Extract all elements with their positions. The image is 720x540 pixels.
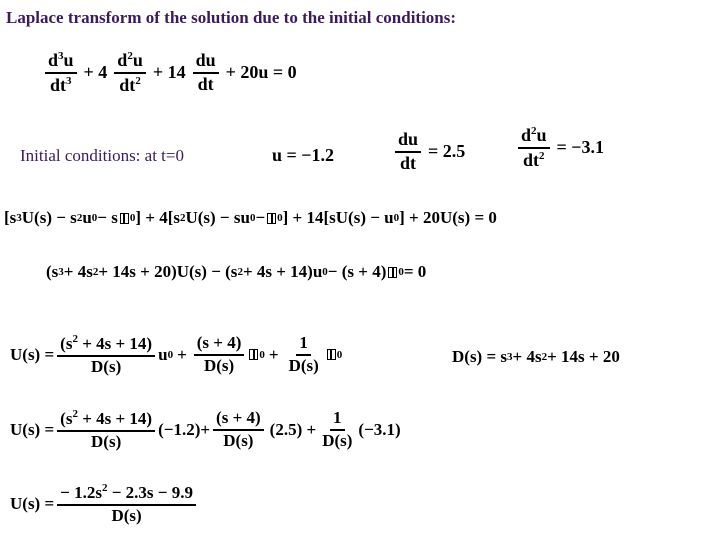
d-definition: D(s) = s 3 + 4s 2 + 14s + 20 <box>452 347 620 366</box>
ode-equation: $\frac{d^3u}{dt^3}$ + 4 $\frac{d^2u}{dt^2}$ + 14 $\frac{du}{dt}$ + 20u = 0 <box>42 50 301 96</box>
collected-equation: (s 3 + 4s 2 + 14s + 20)U(s) − (s 2 + 4s + 14)u 0 − (s + 4) 0 = 0 <box>46 262 427 281</box>
ic-d2u: $\frac{d^2u}{dt^2}$ = −3.1 <box>515 125 608 171</box>
ic-du: $\frac{du}{dt}$ = 2.5 <box>392 130 469 174</box>
u-ddot-glyph-icon <box>327 349 336 360</box>
u-dot-glyph-icon <box>267 213 276 224</box>
u-dot-glyph-icon <box>120 213 129 224</box>
initial-conditions-label: Initial conditions: at t=0 <box>20 146 184 165</box>
u-dot-glyph-icon <box>249 349 258 360</box>
u-expression-final: U(s) = $\frac{- 1.2s^2 - 2.3s - 9.9}{D(s)}$ <box>10 482 199 525</box>
page-title: Laplace transform of the solution due to the initial conditions: <box>6 8 457 27</box>
u-dot-glyph-icon <box>388 267 397 278</box>
u-expression-symbolic: U(s) = $\frac{(s^2 + 4s + 14)}{D(s)}$ u 0 + $\frac{(s + 4)}{D(s)}$ 0 + $\frac{1}{D(s)}$ 0 <box>10 333 343 376</box>
laplace-equation: [s 3 U(s) − s 2 u 0 − s 0 ] + 4[s 2 U(s) − su 0 − 0 ] + 14[sU(s) − u 0 ] + 20U(s) = 0 <box>4 208 497 227</box>
u-expression-numeric: U(s) = $\frac{(s^2 + 4s + 14)}{D(s)}$ (−1.2)+ $\frac{(s + 4)}{D(s)}$ (2.5) + $\frac{1}{D(s)}$ (−3.1) <box>10 408 401 451</box>
ic-u0: u = −1.2 <box>272 145 335 165</box>
